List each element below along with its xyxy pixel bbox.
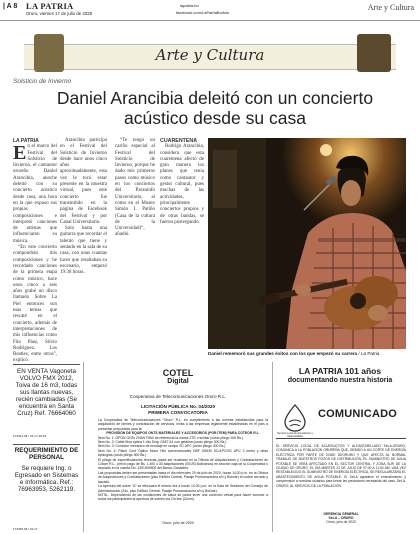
classified-ad-vehicle: EN VENTA Vagoneta VOLVO FMX 2012, Toiva de 16 m3, todas sus llantas nuevas, recién cambiadas (Se encuentra en Santa Cruz) Ref. 76664060 (15, 368, 78, 417)
caption-text: Daniel rememoró sus grandes éxitos con los que empezó su carrera (208, 351, 358, 356)
cotel-logo-sub: Digital (167, 378, 189, 385)
article-column-2 (60, 138, 107, 277)
drop-cap: E (13, 142, 27, 165)
notice-title: COMUNICADO (318, 408, 397, 420)
notice-body: EL SERVICIO LOCAL DE ACUEDUCTOS Y ALCANTARILLADO SeLA-ORURO, COMUNICA A LA POBLACIÓN ORUREÑA QUE, DEBIDO A UN CORTE DE ENERGÍA ELÉCTRICA POR PARTE DE ENDE DEORURO Y QUE AFECTA AL NORMAL TRABAJO DE NUESTROS POZOS DE DISTRIBUCIÓN, EL SUMINISTRO DE AGUA POTABLE SE VERÁ AFECTADO EN EL SECTOR CENTRAL Y ZONA SUR DE LA CIUDAD DE ORURO, EL DÍA MARTES 21 DE JULIO DE 07:00 A 11:00 AM, UNA VEZ RESTABLECIDO EL SUMINISTRO DE ENERGÍA ELÉCTRICA, SE REGULARIZARÁ EL ABASTECIMIENTO DE AGUA POTABLE. El SeLA agradece el entendimiento y comprensión a nuestros usuarios para tomar las previsiones necesarias del caso. SeLA-ORURO, AL SERVICIO DE LA POBLACIÓN. (276, 444, 406, 488)
article-column-1 (13, 138, 57, 365)
notice-signature (276, 512, 406, 525)
cotel-logo-name: COTEL (162, 368, 194, 378)
cotel-body (98, 418, 268, 502)
website-link[interactable]: lapatria.bo (180, 3, 199, 8)
cotel-signature: Oruro, julio de 2020 (162, 521, 194, 525)
classified-text: Se requiere Ing. o Egresado en Sistemas e Informática. Ref.: 76963953, 5262119. (14, 465, 79, 493)
cotel-coop-name: Cooperativa de Telecomunicaciones Oruro R.L. (129, 394, 227, 399)
article-paragraph (13, 144, 57, 245)
article-paragraph: Arancibia participa en el Festival del Solsticio de Invierno desde hace unos cinco años aproximadamente, esta vez le tocó estar presente en la muestra virtual, pues este concierto fue transmitido en la página de Facebook del Festival y por Canal Universitario. (60, 138, 107, 225)
classified-divider (13, 364, 80, 365)
banner-left-painting (34, 34, 64, 72)
article-headline: Daniel Arancibia deleitó con un concierto acústico desde su casa (56, 88, 374, 128)
classified-ref: 173345 A8 / 16-17 (13, 527, 38, 531)
promo-title: LA PATRIA 101 años (298, 366, 382, 376)
anniversary-promo (273, 364, 407, 394)
article-paragraph: Rodrigo Arancibia, considera que esta cuarentena afectó de gran manera los planes que tenía como cantautor y gestor cultural, pues muchas de las actividades, principalmente conciertos propios y de otras bandas, se fueron postergando. (160, 144, 204, 225)
cotel-item: Ítem No. 3: Conector mecánico de montaje en campo SC APC (costo pliego 300 Bs.) (98, 444, 226, 449)
issue-date: Oruro, viernes 17 de julio de 2020 (26, 11, 93, 16)
photo-caption (208, 351, 379, 356)
section-name: Arte y Cultura (367, 3, 414, 12)
notice-divider (276, 438, 406, 439)
article-kicker: Solsticio de Invierno (13, 78, 72, 85)
classified-title: REQUERIMIENTO DE PERSONAL (14, 447, 79, 461)
article-text: n el marco del Festival del Solsticio de Invierno, el cantautor orureño Daniel Arancibia, anoche deleitó con su concierto acústico desde casa, una hora en la que expuso sus propias composiciones e interpretó canciones de artistas que influenciaron su música. (13, 144, 57, 244)
cotel-body-title: PROVISIÓN DE EQUIPOS ONTS MATERIALES Y ACCESORIOS (POR ÍTEM) PARA COTEOR R.L. (106, 431, 260, 436)
caption-source: / La Patria (358, 351, 380, 356)
column-divider (83, 362, 84, 532)
promo-subtitle: documentando nuestra historia (287, 377, 393, 384)
cotel-paragraph: NOTA.- Dependiendo de las condiciones de salud se podrá tener una conexión virtual para hacer conocer a todos los participantes la apertura de sobres vía On line (Zoom). (98, 492, 268, 502)
header-divider (0, 20, 420, 21)
cotel-convocatoria: PRIMERA CONVOCATORIA (148, 410, 208, 415)
cotel-licitacion: LICITACIÓN PÚBLICA No. 04/2020 (140, 404, 216, 409)
page-number: | A 8 (3, 3, 18, 10)
cotel-paragraph: Las propuestas deben ser presentadas hasta el día miércoles 29 de julio de 2020, horas 14:30 p.m. en la Oficina de Adquisiciones y Contrataciones (piso Edificio Central, Pasaje Pumamarcuma s/n y Bolívar) en sobre cerrado y lacrado. (98, 470, 268, 484)
cotel-logo (86, 368, 270, 385)
classified-ad-job (13, 444, 80, 493)
article-column-3 (115, 138, 155, 239)
banner-right-painting (357, 34, 391, 72)
article-byline: LA PATRIA (13, 138, 39, 144)
facebook-link[interactable]: facebook.com/LaPatriaBolivia (176, 10, 229, 15)
sela-logo-caption: Servicio Local de Acueductos y Alcantarillado (277, 432, 313, 438)
newspaper-name: LA PATRIA (26, 1, 74, 11)
cotel-item: Ítem No. 1: GPON ONTs ZHAN F660 de referencia la marca ZTE o similar (costo pliego 300 Bs.) (98, 435, 244, 440)
article-photo (208, 138, 406, 349)
classified-ref: 173341 A8 / 16-17-18-19 (13, 434, 47, 438)
banner-title: Arte y Cultura (155, 46, 265, 64)
notice-org: SeLA – ORURO (328, 516, 354, 521)
cotel-tender-ad (86, 364, 270, 530)
cotel-item: Ítem No. 4: Patch Cord Óptico Mono Hilo convencionales DBF G6530 SC/APC/SC APC 2 metro y otras tipologías (costo pliego 300 Bs.) (98, 448, 268, 458)
notice-signer: GERENCIA GENERAL (323, 512, 359, 516)
cotel-paragraph: La apertura del sobre “A” se efectuará el mismo día a horas 14:30 p.m. en la Sala de Sesiones del Consejo de Administración (2do. piso Edificio Central, Pasaje Pumamarcuma s/n y Bolívar). (98, 484, 268, 493)
notice-date: Oruro, julio de 2020 (326, 520, 356, 525)
cotel-paragraph: El pliego de especificaciones técnicas podrá ser recabado en la Oficina de Adquisiciones y Contrataciones de Cotoer R.L., previo pago de Bs. 1.400 o 30 adquisiciones (00193 Bolivianos) en sección caja de la Cooperativa o depósito en la cuenta No. 1391500500 del Banco Ganadero. (98, 457, 268, 471)
cotel-paragraph: La Cooperativa de Telecomunicaciones “Oruro” R.L. en cumplimiento a las normas establecidas para la adquisición de bienes y contratación de servicios, invita a las empresas legalmente establecidas en el país a presentar propuestas para la: (98, 418, 268, 431)
sela-logo-icon (282, 404, 308, 432)
article-subhead: CUARENTENA (160, 138, 198, 144)
article-paragraph: “Te tengo un cariño especial al Festival del Solsticio de Invierno, porque he dado mis primeros pasos como músico en los conciertos del Paraninfo Universitario, al como en el Museo Simón I. Patiño (Casa de la cultura de la Universidad)”, añadió. (115, 138, 155, 238)
cotel-item: Ítem No. 2: Cable fibra óptica 1 hilo Drop G657 A1 con gelatina (costo pliego 300 Bs.) (98, 440, 227, 445)
article-paragraph: Solo hasta una guitarra que recordar el talento que tiene y sentado en la sala de su casa, con unas cuantas luces que resaltaban su escenario, empezó 19:30 horas. (60, 226, 107, 276)
article-paragraph: “En este concierto compondrán mis composiciones y he recordado canciones de la primera etapa como músico, hace unos cinco a seis años grabé un disco llamado Sobre La Piel entonces son esas temas que rescaté en el concierto, además de interpretaciones de mis influencias como Fito Páez, Silvio Rodríguez, Los Beatles, entre otros”, explicó. (13, 245, 57, 364)
sela-notice (276, 398, 406, 532)
article-column-4 (160, 138, 204, 226)
